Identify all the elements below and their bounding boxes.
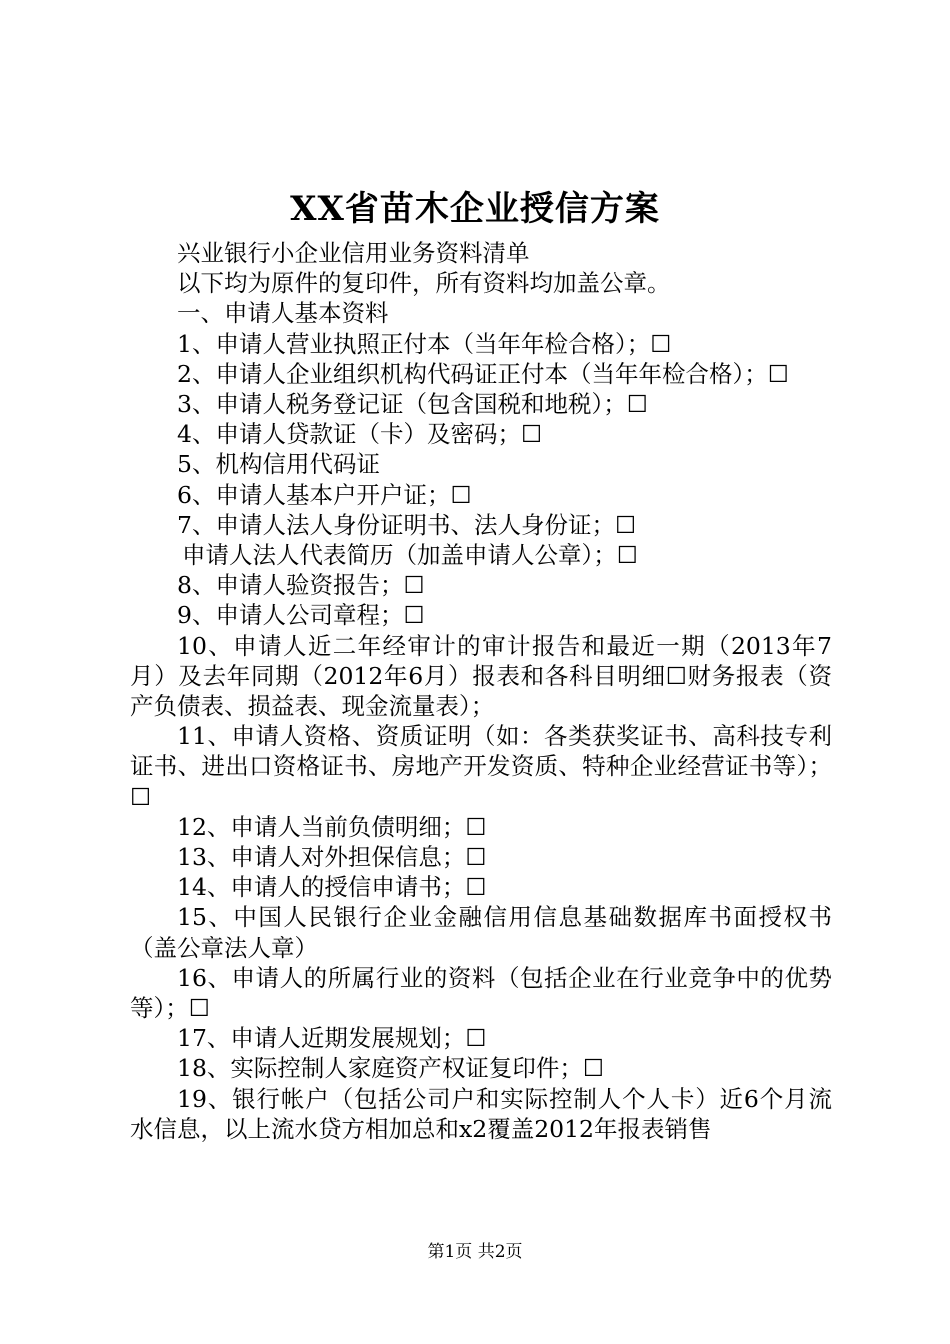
paragraph: 4、申请人贷款证（卡）及密码；☐	[177, 420, 543, 449]
paragraph: 17、申请人近期发展规划；☐	[177, 1024, 487, 1053]
page-footer: 第1页 共2页	[427, 1242, 523, 1262]
paragraph: 10、申请人近二年经审计的审计报告和最近一期（2013年7月）及去年同期（2012年6月）报表和各科目明细☐财务报表（资产负债表、损益表、现金流量表）；	[130, 631, 832, 721]
paragraph: 19、银行帐户（包括公司户和实际控制人个人卡）近6个月流水信息，以上流水贷方相加总和x2覆盖2012年报表销售	[130, 1084, 832, 1143]
paragraph: 7、申请人法人身份证明书、法人身份证；☐	[177, 510, 637, 539]
document-title: XX省苗木企业授信方案	[290, 189, 660, 229]
paragraph: 5、机构信用代码证	[177, 450, 380, 479]
paragraph: 12、申请人当前负债明细；☐	[177, 812, 487, 841]
paragraph: 6、申请人基本户开户证；☐	[177, 480, 472, 509]
paragraph: 18、实际控制人家庭资产权证复印件；☐	[177, 1054, 604, 1083]
paragraph: 兴业银行小企业信用业务资料清单	[177, 239, 530, 267]
document-body	[130, 238, 832, 1144]
paragraph: 14、申请人的授信申请书；☐	[177, 873, 487, 902]
paragraph: 13、申请人对外担保信息；☐	[177, 843, 487, 872]
paragraph: 2、申请人企业组织机构代码证正付本（当年年检合格）；☐	[177, 359, 789, 388]
paragraph: 16、申请人的所属行业的资料（包括企业在行业竞争中的优势等）；☐	[130, 963, 832, 1023]
paragraph: 9、申请人公司章程；☐	[177, 601, 425, 630]
paragraph: 11、申请人资格、资质证明（如：各类获奖证书、高科技专利证书、进出口资格证书、房地产开发资质、特种企业经营证书等）；☐	[130, 722, 832, 811]
paragraph: 以下均为原件的复印件，所有资料均加盖公章。	[177, 269, 671, 298]
paragraph: 1、申请人营业执照正付本（当年年检合格）；☐	[177, 329, 672, 358]
paragraph: 一、申请人基本资料	[177, 299, 389, 328]
paragraph: 8、申请人验资报告；☐	[177, 571, 425, 600]
paragraph: 3、申请人税务登记证（包含国税和地税）；☐	[177, 390, 648, 419]
paragraph: 申请人法人代表简历（加盖申请人公章）；☐	[182, 541, 638, 570]
paragraph: 15、中国人民银行企业金融信用信息基础数据库书面授权书（盖公章法人章）	[130, 903, 832, 962]
